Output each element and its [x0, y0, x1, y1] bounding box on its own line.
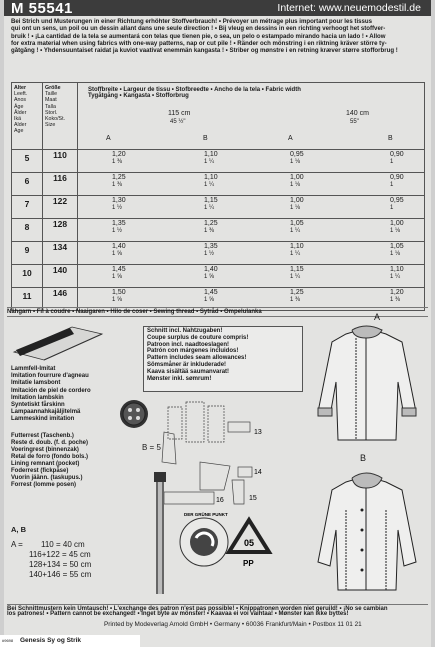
lining-text: Retal de forro (fondo bols.) [11, 454, 88, 460]
age-header-text: Leeft. [14, 91, 28, 98]
lining-text: Forrest (lomme posen) [11, 482, 77, 488]
measure-row [11, 560, 91, 570]
measure-value: 116+122 = 45 cm [29, 550, 91, 559]
meters: 1,45 [112, 266, 126, 273]
yards: 1 ¼ [290, 273, 301, 280]
yards: 1 ⅝ [204, 296, 215, 303]
yards: 1 ⅜ [112, 158, 123, 165]
yardage-b-140 [390, 243, 404, 258]
size-header-text: Size [45, 122, 56, 129]
fabric-width-text: Stoffbreite • Largeur de tissu • Stofbreedte • Ancho de la tela • Fabric width [88, 87, 301, 93]
col-b-140: B [388, 135, 393, 142]
no-exchange-note-2: los patrones! • Pattern cannot be exchanged! • Inget byte av mönster! • Kaavaa ei voi vaihtaa! • Mønster kan ikke byttes! [7, 611, 349, 617]
size-cell: 110 [43, 150, 78, 173]
fabric-width-label [88, 87, 301, 99]
size-cell: 140 [43, 265, 78, 288]
meters: 1,10 [390, 266, 404, 273]
fabric-swatch-icon [12, 322, 104, 362]
seam-note-text: Schnitt incl. Nahtzugaben! [147, 328, 223, 334]
yardage-b-115 [204, 243, 218, 258]
measure-value: 128+134 = 50 cm [29, 560, 92, 569]
meters: 1,35 [112, 220, 126, 227]
measure-value: 140+146 = 55 cm [29, 570, 92, 579]
width-140: 140 cm [346, 110, 369, 117]
measure-row [11, 550, 91, 560]
meters: 1,15 [204, 197, 218, 204]
size-cell: 116 [43, 173, 78, 196]
pattern-pieces-icon [162, 402, 252, 504]
yards: 1 ⅛ [290, 204, 301, 211]
intro-line: Bei Strich und Musterungen in einer Richtung erhöhter Stoffverbrauch! • Prévoyer un métrage plus important pour les tissus [11, 18, 373, 25]
yardage-a-140 [290, 243, 304, 258]
meters: 0,90 [390, 151, 404, 158]
size-header-text: Talla [45, 103, 56, 110]
meters: 1,10 [204, 151, 218, 158]
yardage-cell [78, 242, 425, 265]
yards: 1 ⅜ [112, 181, 123, 188]
age-header-text: Ikä [14, 116, 22, 123]
age-cell: 8 [12, 219, 43, 242]
age-cell: 6 [12, 173, 43, 196]
no-exchange-note: Bei Schnittmustern kein Umtausch! • L'exchange des patron n'est pas possible! • Knippatronen worden niet geruild! • ¡No se cambian [7, 604, 428, 612]
yardage-b-140 [390, 266, 404, 281]
size-header [43, 83, 78, 150]
yardage-a-115 [112, 243, 126, 258]
meters: 1,50 [112, 289, 126, 296]
buttons-quantity: B = 5 [142, 443, 161, 452]
meters: 1,25 [112, 174, 126, 181]
yardage-a-140 [290, 151, 304, 166]
size-cell: 146 [43, 288, 78, 311]
seam-note-text: Mønster inkl. sømrum! [147, 375, 212, 382]
yards: 1 ¼ [204, 181, 215, 188]
size-header-text: Taille [45, 91, 58, 98]
yardage-b-140 [390, 289, 404, 304]
yards: 1 ⅛ [390, 227, 401, 234]
seam-note-text: Coupe surplus de couture compris! [147, 334, 249, 341]
yardage-cell [78, 196, 425, 219]
piece-number-13: 13 [254, 429, 262, 436]
header-bar [4, 0, 431, 16]
meters: 1,05 [390, 243, 404, 250]
lining-text: Lining remnant (pocket) [11, 461, 80, 467]
seam-note-text: Kaava sisältää saumanvarat! [147, 368, 230, 375]
yardage-cell [78, 265, 425, 288]
meters: 1,05 [290, 220, 304, 227]
meters: 1,25 [290, 289, 304, 296]
lining-text: Futterrest (Taschenb.) [11, 433, 74, 439]
table-row [12, 150, 425, 173]
lining-text: Foderrest (fickpåse) [11, 468, 69, 474]
piece-number-15: 15 [249, 495, 257, 502]
meters: 0,95 [290, 151, 304, 158]
seam-note-text: Sömsmåner är inkluderade! [147, 361, 227, 368]
lambskin-text: Imitation lambskin [11, 394, 64, 401]
seam-allowance-note [143, 326, 303, 392]
age-header-text: Alter [14, 85, 27, 91]
yards: 1 ¼ [290, 250, 301, 257]
col-a-115: A [106, 135, 111, 142]
size-header-text: Storl. [45, 109, 58, 116]
lambskin-text: Lammfell-Imitat [11, 366, 56, 372]
yardage-a-115 [112, 151, 126, 166]
button-icon [120, 400, 148, 428]
lining-text: Voeringrest (binnenzak) [11, 447, 79, 453]
yards: 1 ½ [112, 227, 123, 234]
age-header [12, 83, 43, 150]
yardage-b-115 [204, 266, 218, 281]
lambskin-text: Lammeskind imitation [11, 416, 75, 423]
yards: 1 ½ [204, 250, 215, 257]
size-header-text: Koko/St. [45, 116, 66, 123]
views-label: A, B [11, 525, 26, 534]
size-yardage-table [11, 82, 425, 311]
lining-text: Reste d. doub. (f. d. poche) [11, 440, 88, 446]
fabric-width-header [78, 83, 425, 150]
yardage-a-140 [290, 220, 304, 235]
yards: 1 ⅜ [290, 296, 301, 303]
yardage-b-115 [204, 197, 218, 212]
meters: 1,20 [112, 151, 126, 158]
yards: 1 ⅜ [390, 296, 401, 303]
meters: 1,30 [112, 197, 126, 204]
view-a-label: A [374, 312, 381, 322]
lining-text: Vuorin jäänn. (taskupus.) [11, 475, 83, 481]
yards: 1 ⅝ [204, 273, 215, 280]
meters: 0,95 [390, 197, 404, 204]
table-row [12, 219, 425, 242]
yardage-a-140 [290, 174, 304, 189]
yardage-a-115 [112, 266, 126, 281]
meters: 1,45 [204, 289, 218, 296]
meters: 1,15 [290, 266, 304, 273]
seam-note-text: Pattern includes seam allowances! [147, 355, 247, 362]
lambskin-label [11, 366, 91, 424]
yardage-b-140 [390, 220, 404, 235]
lambskin-text: Syntetiskt fårskinn [11, 402, 65, 409]
meters: 1,00 [290, 174, 304, 181]
meters: 1,25 [204, 220, 218, 227]
yardage-a-115 [112, 289, 126, 304]
zipper-icon [154, 472, 166, 594]
measure-row [11, 570, 91, 580]
yardage-a-115 [112, 174, 126, 189]
pattern-envelope-back [4, 0, 431, 647]
printer-info: Printed by Modeverlag Arnold GmbH • Germany • 60036 Frankfurt/Main • Postbox 11 01 21 [104, 621, 362, 628]
yardage-b-115 [204, 289, 218, 304]
yardage-b-140 [390, 174, 404, 189]
age-header-text: Âge [14, 103, 24, 110]
yards: 1 ⅛ [290, 158, 301, 165]
lambskin-text: Lampaannahkajäljitelmä [11, 409, 81, 416]
age-cell: 11 [12, 288, 43, 311]
seam-note-text: Patroon incl. naadtoeslagen! [147, 341, 230, 348]
table-row [12, 196, 425, 219]
piece-number-14: 14 [254, 469, 262, 476]
zipper-lengths [11, 540, 91, 580]
width-115-in: 45 ½" [170, 119, 186, 125]
jacket-view-a [316, 322, 426, 452]
jacket-view-b [316, 470, 426, 598]
seam-note-text: Patrón con márgenes incluidos! [147, 348, 239, 355]
green-dot-logo [180, 511, 228, 566]
yardage-a-115 [112, 197, 126, 212]
lambskin-text: Imitation fourrure d'agneau [11, 373, 89, 380]
age-header-text: Alder [14, 122, 27, 129]
yards: 1 ¼ [390, 273, 401, 280]
yards: 1 ⅝ [112, 273, 123, 280]
meters: 1,40 [112, 243, 126, 250]
recycle-pp: PP [243, 559, 254, 568]
lining-label [11, 433, 88, 489]
piece-number-16: 16 [216, 497, 224, 504]
table-row [12, 265, 425, 288]
meters: 0,90 [390, 174, 404, 181]
width-140-in: 55" [350, 119, 359, 125]
recycle-number: 05 [244, 538, 255, 548]
measure-value: 110 = 40 cm [41, 540, 85, 549]
age-header-text: Age [14, 128, 24, 135]
yards: 1 ¼ [204, 204, 215, 211]
col-a-140: A [288, 135, 293, 142]
yardage-a-115 [112, 220, 126, 235]
view-b-label: B [360, 453, 367, 463]
fabric-width-text-2: Tygåtgång • Kangasta • Stofforbrug [88, 93, 189, 99]
meters: 1,10 [204, 174, 218, 181]
yardage-cell [78, 219, 425, 242]
yards: 1 ¼ [290, 227, 301, 234]
intro-line: bruik ! • ¡La cantidad de la tela se aumentará con telas que tienen pie, o sea, un pelo o estampado mirando hacia un lado ! • Allow [11, 32, 386, 40]
yards: 1 [390, 181, 394, 188]
meters: 1,20 [390, 289, 404, 296]
meters: 1,00 [290, 197, 304, 204]
yards: 1 ⅛ [390, 250, 401, 257]
website-url: Internet: www.neuemodestil.de [277, 2, 421, 14]
shop-stamp [0, 635, 140, 647]
yardage-a-140 [290, 197, 304, 212]
yardage-cell [78, 150, 425, 173]
age-header-text: Anos [14, 97, 27, 104]
yards: 1 ⅛ [290, 181, 301, 188]
yards: 1 ¼ [204, 158, 215, 165]
yardage-b-115 [204, 174, 218, 189]
table-row [12, 173, 425, 196]
yards: 1 ⅝ [112, 296, 123, 303]
intro-line: for extra material when using fabrics with one-way patterns, nap or cut pile ! • Ränder och mönstring i en riktning kräver större ty- [11, 39, 387, 47]
size-cell: 134 [43, 242, 78, 265]
gruene-punkt-text: DER GRÜNE PUNKT [184, 512, 228, 517]
size-header-text: Größe [45, 85, 61, 91]
meters: 1,00 [390, 220, 404, 227]
col-b-115: B [203, 135, 208, 142]
pattern-number: M 55541 [11, 0, 73, 17]
meters: 1,40 [204, 266, 218, 273]
age-cell: 5 [12, 150, 43, 173]
meters: 1,35 [204, 243, 218, 250]
age-cell: 10 [12, 265, 43, 288]
yardage-b-115 [204, 151, 218, 166]
measure-row [11, 540, 91, 550]
yards: 1 [390, 158, 394, 165]
notions-illustration [104, 392, 304, 602]
yards: 1 ⅜ [204, 227, 215, 234]
recycling-pp-icon [229, 520, 269, 568]
meters: 1,10 [290, 243, 304, 250]
intro-line: gåtgång ! • Yhdensuuntaiset raidat ja kuviot vaativat enemmän kangasta ! • Striber og mønstre i en retning kræver større stofforbrug ! [11, 47, 398, 55]
table-row [12, 242, 425, 265]
measure-view: A = [11, 540, 23, 549]
yardage-cell [78, 173, 425, 196]
lambskin-text: Imitación de piel de cordero [11, 387, 91, 394]
size-header-text: Maat [45, 97, 57, 104]
fabric-direction-note [11, 18, 429, 54]
yardage-a-140 [290, 266, 304, 281]
age-header-text: Ålder [14, 109, 27, 116]
yardage-b-140 [390, 151, 404, 166]
width-115: 115 cm [168, 110, 191, 117]
yards: 1 ½ [112, 204, 123, 211]
stamp-code: #9698 [2, 638, 14, 643]
yardage-b-115 [204, 220, 218, 235]
age-cell: 7 [12, 196, 43, 219]
lambskin-text: Imitatie lamsbont [11, 380, 61, 387]
yardage-a-140 [290, 289, 304, 304]
size-cell: 128 [43, 219, 78, 242]
yards: 1 ⅝ [112, 250, 123, 257]
intro-line: qui ont un sens, un poil ou un dessin allant dans une seule direction ! • Bij vleug en dessins in een richting verhoogt het stoffver- [11, 25, 386, 33]
size-cell: 122 [43, 196, 78, 219]
yards: 1 [390, 204, 394, 211]
thread-label: Nähgarn • Fil à coudre • Naaigaren • Hilo de coser • Sewing thread • Sytråd • Ompelulanka [7, 307, 428, 317]
shop-name: Genesis Sy og Strik [20, 637, 82, 644]
yardage-b-140 [390, 197, 404, 212]
age-cell: 9 [12, 242, 43, 265]
